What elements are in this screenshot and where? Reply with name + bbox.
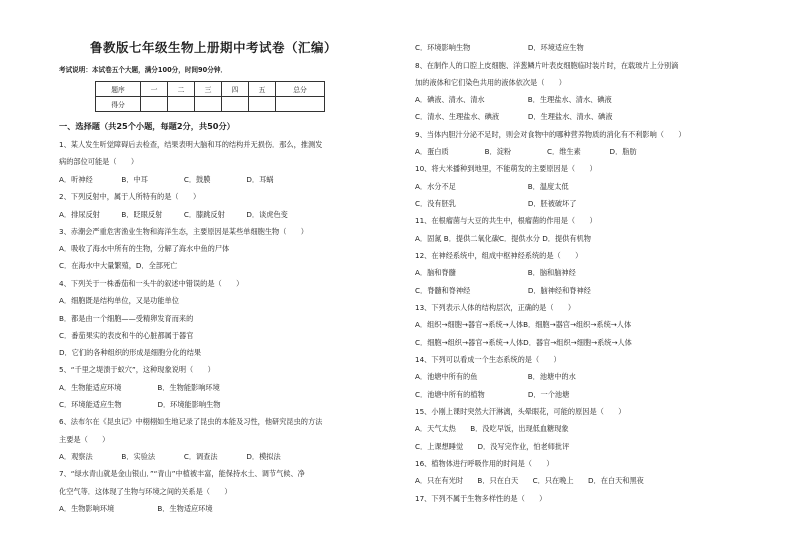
question-line: C．脊髓和脊神经 D．脑神经和脊神经 bbox=[415, 286, 591, 295]
question-line: 9、当体内胆汁分泌不足时，则会对食物中的哪种营养物质的消化有不利影响（ ） bbox=[415, 130, 686, 139]
question-line: 14、下列可以看成一个生态系统的是（ ） bbox=[415, 355, 561, 364]
exam-instructions: 考试说明：本试卷五个大题，满分100分，时间90分钟． bbox=[59, 66, 228, 74]
score-header-cell: 一 bbox=[141, 82, 168, 97]
question-line: 13、下列表示人体的结构层次，正确的是（ ） bbox=[415, 303, 576, 312]
question-line: A．生物影响环境 B．生物适应环境 bbox=[59, 504, 213, 513]
score-row-label: 得分 bbox=[96, 97, 141, 112]
score-cell[interactable] bbox=[276, 97, 325, 112]
question-line: 8、在制作人的口腔上皮细胞、洋葱鳞片叶表皮细胞临时装片时，在载玻片上分别滴 bbox=[415, 61, 679, 70]
question-line: 2、下列反射中，属于人所特有的是（ ） bbox=[59, 192, 201, 201]
question-line: 1、某人发生听觉障碍后去检查，结果表明大脑和耳的结构并无损伤．那么，推测发 bbox=[59, 140, 323, 149]
question-line: 11、在根瘤菌与大豆的共生中，根瘤菌的作用是（ ） bbox=[415, 216, 597, 225]
question-line: A．只在有光时 B．只在白天 C．只在晚上 D．在白天和黑夜 bbox=[415, 476, 644, 485]
page-title: 鲁教版七年级生物上册期中考试卷（汇编） bbox=[90, 40, 338, 55]
score-header-cell: 五 bbox=[249, 82, 276, 97]
question-line: 10、将大米播种到地里，不能萌发的主要原因是（ ） bbox=[415, 164, 597, 173]
score-header-cell: 题序 bbox=[96, 82, 141, 97]
score-header-cell: 四 bbox=[222, 82, 249, 97]
score-table-score-row bbox=[96, 97, 325, 112]
score-table-header-row bbox=[96, 82, 325, 97]
question-line: A．碘液、清水、清水 B．生理盐水、清水、碘液 bbox=[415, 95, 612, 104]
question-line: A．脑和脊髓 B．脑和脑神经 bbox=[415, 268, 576, 277]
question-line: A．天气太热 B．没吃早饭，出现低血糖现象 bbox=[415, 424, 569, 433]
question-line: C．环境影响生物 D．环境适应生物 bbox=[415, 43, 584, 52]
score-cell[interactable] bbox=[195, 97, 222, 112]
question-line: 3、赤潮会严重危害渔业生物和海洋生态，主要原因是某些单细胞生物（ ） bbox=[59, 227, 308, 236]
question-line: C．细胞→组织→器官→系统→人体D．器官→组织→细胞→系统→人体 bbox=[415, 338, 632, 347]
question-line: A．水分不足 B．温度太低 bbox=[415, 182, 569, 191]
question-line: A．固氮 B．提供二氧化碳C．提供水分 D．提供有机物 bbox=[415, 234, 591, 243]
question-line: A．细胞既是结构单位，又是功能单位 bbox=[59, 296, 179, 305]
score-cell[interactable] bbox=[249, 97, 276, 112]
question-line: 6、法布尔在《昆虫记》中栩栩如生地记录了昆虫的本能及习性，他研究昆虫的方法 bbox=[59, 417, 323, 426]
question-line: 12、在神经系统中，组成中枢神经系统的是（ ） bbox=[415, 251, 583, 260]
question-line: C．池塘中所有的植物 D．一个池塘 bbox=[415, 390, 570, 399]
question-line: A．组织→细胞→器官→系统→人体B．细胞→器官→组织→系统→人体 bbox=[415, 320, 632, 329]
question-line: C．环境能适应生物 D．环境能影响生物 bbox=[59, 400, 221, 409]
question-line: A．池塘中所有的鱼 B．池塘中的水 bbox=[415, 372, 576, 381]
question-line: 5、“千里之堤溃于蚁穴”，这种现象说明（ ） bbox=[59, 365, 215, 374]
question-line: 病的部位可能是（ ） bbox=[59, 157, 139, 166]
section-heading: 一、选择题（共25个小题，每题2分，共50分） bbox=[59, 121, 235, 131]
question-line: C．在海水中大量繁殖，D．全部死亡 bbox=[59, 261, 178, 270]
score-cell[interactable] bbox=[168, 97, 195, 112]
question-line: 主要是（ ） bbox=[59, 435, 110, 444]
question-line: C．上课想睡觉 D．没写完作业，怕老师批评 bbox=[415, 442, 570, 451]
question-line: D．它们的各种组织的形成是细胞分化的结果 bbox=[59, 348, 202, 357]
question-line: 16、植物体进行呼吸作用的时间是（ ） bbox=[415, 459, 554, 468]
question-line: 7、“绿水青山就是金山银山．”“青山”中植被丰富，能保持水土、调节气候、净 bbox=[59, 469, 305, 478]
question-line: C．没有胚乳 D．胚被破坏了 bbox=[415, 199, 577, 208]
question-line: C．番茄果实的表皮和牛的心脏都属于器官 bbox=[59, 331, 194, 340]
question-line: 15、小刚上课时突然大汗淋漓，头晕眼花，可能的原因是（ ） bbox=[415, 407, 626, 416]
question-line: A．排尿反射 B．眨眼反射 C．膝跳反射 D．谈虎色变 bbox=[59, 210, 288, 219]
score-cell[interactable] bbox=[141, 97, 168, 112]
score-table bbox=[95, 81, 325, 112]
question-line: A．观察法 B．实验法 C．调查法 D．模拟法 bbox=[59, 452, 281, 461]
question-line: C．清水、生理盐水、碘液 D．生理盐水、清水、碘液 bbox=[415, 112, 613, 121]
question-line: A．听神经 B．中耳 C．鼓膜 D．耳蜗 bbox=[59, 175, 274, 184]
question-line: A．生物能适应环境 B．生物能影响环境 bbox=[59, 383, 220, 392]
question-line: A．吸收了海水中所有的生物，分解了海水中鱼的尸体 bbox=[59, 244, 230, 253]
question-line: A．蛋白质 B．淀粉 C．维生素 D．脂肪 bbox=[415, 147, 637, 156]
question-line: 17、下列不属于生物多样性的是（ ） bbox=[415, 494, 547, 503]
score-header-cell: 总分 bbox=[276, 82, 325, 97]
score-header-cell: 二 bbox=[168, 82, 195, 97]
question-line: B．都是由一个细胞——受精卵发育而来的 bbox=[59, 314, 194, 323]
question-line: 4、下列关于一株番茄和一头牛的叙述中错误的是（ ） bbox=[59, 279, 244, 288]
question-line: 化空气等．这体现了生物与环境之间的关系是（ ） bbox=[59, 487, 232, 496]
question-line: 加的液体和它们染色共用的液体依次是（ ） bbox=[415, 78, 566, 87]
score-cell[interactable] bbox=[222, 97, 249, 112]
score-header-cell: 三 bbox=[195, 82, 222, 97]
